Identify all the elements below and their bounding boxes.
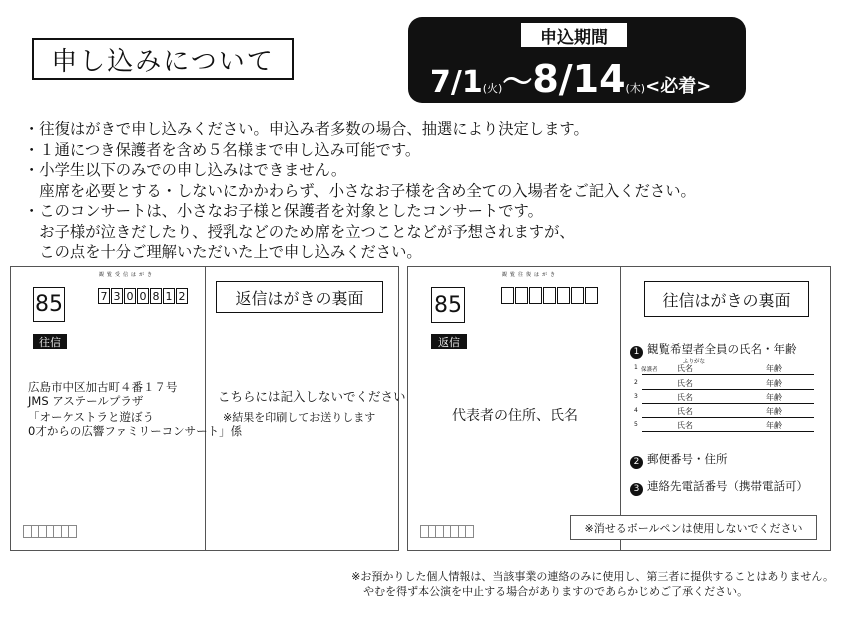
tiny-label: 観覧往復はがき [502, 272, 559, 278]
result-print-note: ※結果を印刷してお送りします [223, 411, 376, 424]
zip-digit: 2 [176, 288, 188, 304]
period-label: 申込期間 [521, 23, 627, 47]
stamp-number-box: 85 [431, 287, 465, 323]
pen-warning: ※消せるボールペンは使用しないでください [570, 515, 817, 540]
note-line: ・小学生以下のみでの申し込みはできません。 [24, 161, 347, 179]
period-dates [430, 57, 711, 101]
zip-digit: 1 [163, 288, 175, 304]
section-postal-address [630, 451, 728, 469]
zip-digit: 7 [98, 288, 110, 304]
reply-tag: 返信 [431, 334, 467, 349]
note-line: 座席を必要とする・しないにかかわらず、小さなお子様を含め全ての入場者をご記入ください。 [24, 181, 696, 200]
stamp-number-box: 85 [33, 287, 65, 322]
zip-code-blank [501, 287, 598, 304]
privacy-footnote [351, 569, 834, 599]
note-line: ・往復はがきで申し込みください。申込み者多数の場合、抽選により決定します。 [24, 120, 589, 138]
note-line: ・このコンサートは、小さなお子様と保護者を対象としたコンサートです。 [24, 202, 543, 220]
attendee-row [634, 420, 814, 432]
name-label: 氏名 [677, 421, 693, 430]
zip-code [98, 288, 188, 304]
attendee-row [634, 363, 814, 375]
sender-zip-boxes [23, 525, 76, 538]
address-line: JMS アステールプラザ [28, 393, 144, 408]
zip-digit: 0 [124, 288, 136, 304]
outgoing-tag: 往信 [33, 334, 67, 349]
guardian-label: 保護者 [641, 367, 658, 373]
row-number: 2 [634, 379, 638, 386]
page-title [32, 38, 294, 80]
outgoing-back-title: 往信はがきの裏面 [644, 281, 809, 317]
section-number-icon: 1 [630, 346, 643, 359]
address-line: 広島市中区加古町４番１７号 [28, 380, 178, 394]
reply-back-title: 返信はがきの裏面 [216, 281, 383, 313]
section-names-ages [630, 341, 797, 359]
section-phone [630, 478, 808, 496]
section-number-icon: 2 [630, 456, 643, 469]
card-divider [620, 267, 621, 550]
name-label: 氏名 [677, 393, 693, 402]
row-number: 5 [634, 421, 638, 428]
end-day: (木) [625, 82, 646, 95]
section-label: 郵便番号・住所 [647, 452, 728, 466]
age-label: 年齢 [766, 407, 782, 416]
right-postcard [407, 266, 831, 551]
application-period-box [408, 17, 746, 103]
furigana-label: ふりがな [683, 359, 706, 365]
note-line: この点を十分ご理解いただいた上で申し込みください。 [24, 243, 422, 261]
sender-zip-boxes [420, 525, 473, 538]
note-line: お子様が泣きだしたり、授乳などのため席を立つことなどが予想されますが、 [24, 222, 575, 241]
section-label: 連絡先電話番号（携帯電話可） [647, 479, 808, 493]
zip-digit: 8 [150, 288, 162, 304]
section-label: 観覧希望者全員の氏名・年齢 [647, 342, 797, 356]
row-number: 1 [634, 364, 638, 371]
row-number: 3 [634, 393, 638, 400]
footnote-line: やむを得ず本公演を中止する場合がありますのであらかじめご了承ください。 [363, 585, 749, 598]
name-label: 氏名 [677, 364, 693, 373]
start-day: (火) [482, 82, 503, 95]
attendee-row [634, 378, 814, 390]
address-line: 0才からの広響ファミリーコンサート」係 [28, 423, 243, 438]
age-label: 年齢 [766, 393, 782, 402]
deadline-note: <必着> [645, 76, 712, 97]
footnote-line: ※お預かりした個人情報は、当該事業の連絡のみに使用し、第三者に提供することはありません。 [351, 570, 834, 583]
tilde: ～ [502, 65, 533, 100]
page-title-text: 申し込みについて [51, 46, 275, 77]
age-label: 年齢 [766, 379, 782, 388]
note-line: ・１通につき保護者を含め５名様まで申し込み可能です。 [24, 140, 421, 159]
address-line: 「オーケストラと遊ぼう [28, 410, 155, 424]
application-notes [24, 119, 696, 263]
zip-digit: 3 [111, 288, 123, 304]
start-date: 7/1 [430, 65, 483, 100]
section-number-icon: 3 [630, 483, 643, 496]
age-label: 年齢 [766, 364, 782, 373]
end-date: 8/14 [532, 57, 626, 101]
tiny-label: 観覧受信はがき [99, 272, 156, 278]
zip-digit: 0 [137, 288, 149, 304]
attendee-list [634, 363, 814, 433]
attendee-row [634, 406, 814, 418]
recipient-address [28, 381, 242, 438]
left-postcard [10, 266, 406, 551]
name-label: 氏名 [677, 407, 693, 416]
name-label: 氏名 [677, 379, 693, 388]
row-number: 4 [634, 407, 638, 414]
age-label: 年齢 [766, 421, 782, 430]
do-not-write-note: こちらには記入しないでください [218, 389, 406, 404]
attendee-row [634, 392, 814, 404]
representative-label: 代表者の住所、氏名 [452, 408, 578, 424]
